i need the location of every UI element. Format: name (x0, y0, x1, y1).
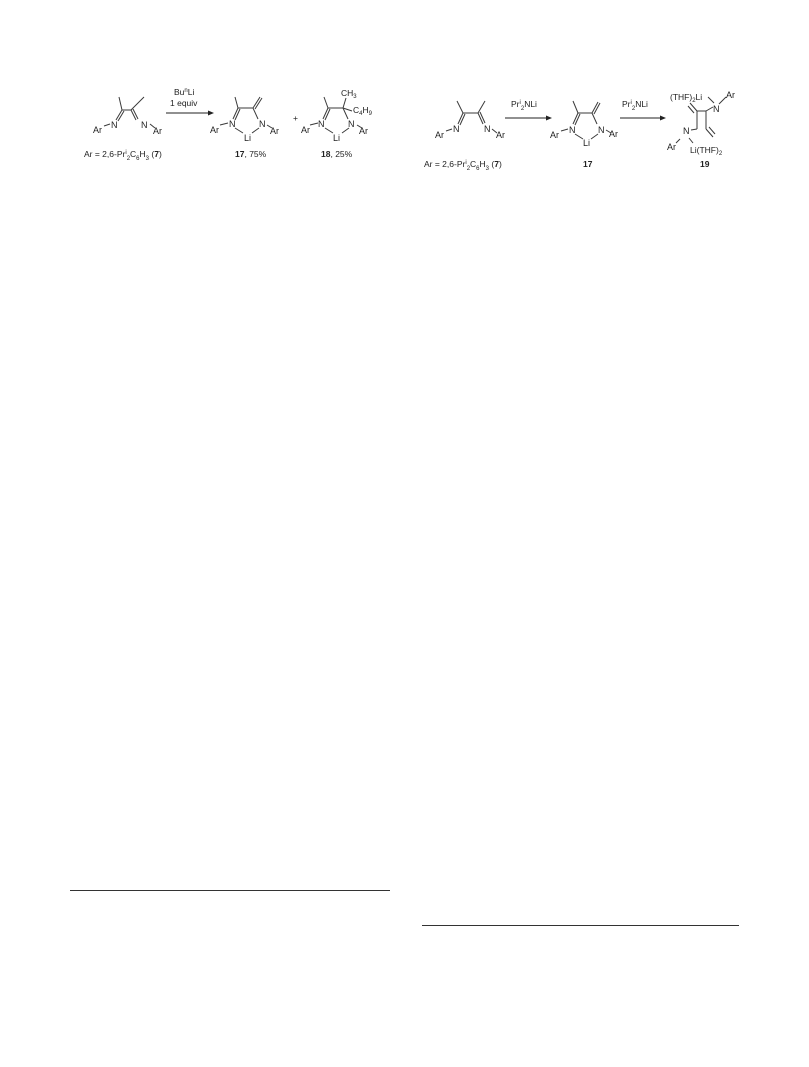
ar-definition-left: $Ar = 2,6-Pr^i_2C_6H_3$ (7) (84, 149, 162, 162)
product-19-structure (667, 90, 735, 157)
atom-n: N (229, 119, 236, 129)
atom-li: Li (583, 138, 591, 148)
diimine-7-structure-right (435, 101, 505, 140)
product-18-structure (301, 88, 373, 143)
atom-n: N (484, 124, 491, 134)
atom-ar: Ar (550, 130, 559, 140)
atom-li: Li (244, 133, 252, 143)
thf-lithium-bottom: $Li(THF)_2$ (690, 145, 723, 157)
atom-n: N (141, 120, 148, 130)
ar-definition-right: $Ar = 2,6-Pr^i_2C_6H_3$ (7) (424, 159, 502, 172)
footnote-rule-right (422, 925, 739, 926)
reaction-arrow-left (166, 87, 214, 116)
footnote-rule-left (70, 890, 390, 891)
right-reaction-scheme (400, 0, 809, 200)
atom-n: N (683, 126, 690, 136)
atom-ar: Ar (93, 125, 102, 135)
atom-ar: Ar (435, 130, 444, 140)
atom-ar: Ar (301, 125, 310, 135)
atom-n: N (259, 119, 266, 129)
atom-li: Li (333, 133, 341, 143)
product-17-structure (210, 97, 279, 143)
butyl-group: $C_4H_9$ (353, 105, 372, 117)
atom-n: N (598, 125, 605, 135)
thf-lithium-top: $(THF)_2Li$ (670, 92, 703, 104)
reagent-bunli: Bu$^n$Li (174, 87, 195, 97)
reagent-equiv: 1 equiv (170, 98, 198, 108)
plus-sign: + (293, 113, 298, 123)
product-17-caption: 17, 75% (235, 149, 267, 159)
atom-ar: Ar (667, 142, 676, 152)
atom-ar: Ar (270, 126, 279, 136)
intermediate-17-caption: 17 (583, 159, 593, 169)
atom-ar: Ar (726, 90, 735, 100)
product-18-caption: 18, 25% (321, 149, 353, 159)
atom-ar: Ar (210, 125, 219, 135)
atom-ar: Ar (153, 126, 162, 136)
atom-n: N (713, 104, 720, 114)
atom-n: N (348, 119, 355, 129)
left-reaction-scheme (0, 0, 400, 200)
atom-ar: Ar (496, 130, 505, 140)
atom-ar: Ar (359, 126, 368, 136)
intermediate-17-structure (550, 101, 618, 148)
atom-n: N (453, 124, 460, 134)
atom-n: N (111, 120, 118, 130)
methyl-group: $CH_3$ (341, 88, 357, 100)
atom-n: N (318, 119, 325, 129)
product-19-caption: 19 (700, 159, 710, 169)
atom-ar: Ar (609, 129, 618, 139)
reagent-lda: $Pr^i_2NLi$ (511, 99, 537, 112)
diimine-7-structure (93, 97, 162, 136)
reagent-lda: $Pr^i_2NLi$ (622, 99, 648, 112)
atom-n: N (569, 125, 576, 135)
reaction-arrow-right-1 (505, 99, 552, 121)
reaction-arrow-right-2 (620, 99, 666, 121)
